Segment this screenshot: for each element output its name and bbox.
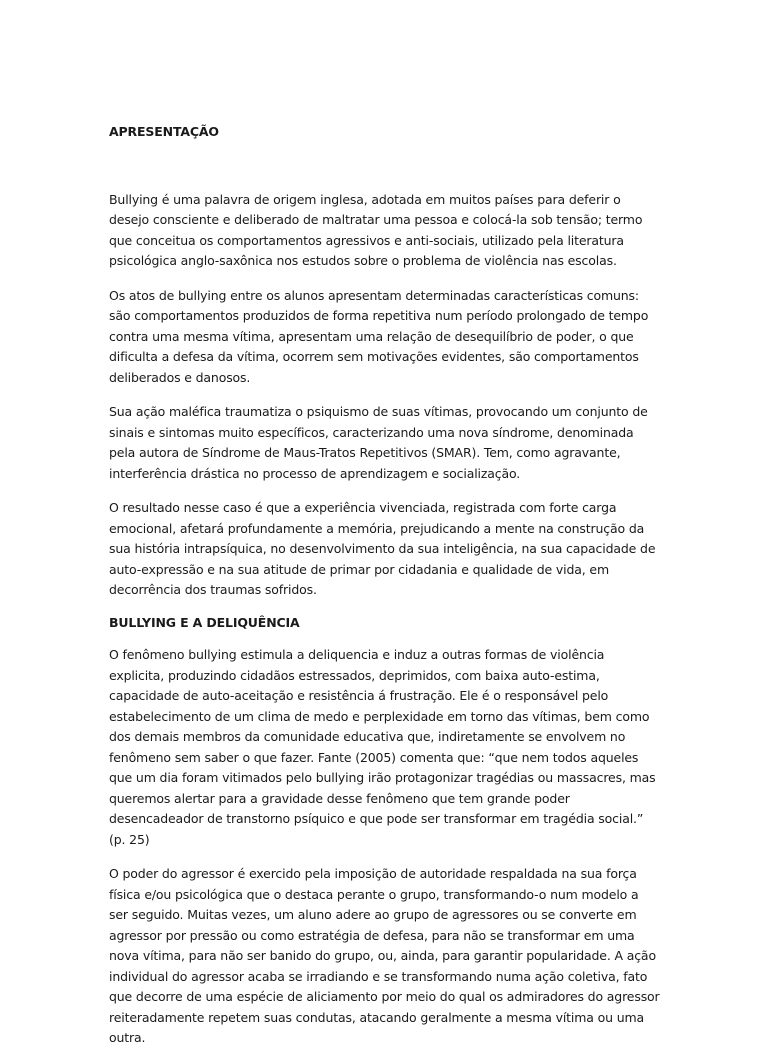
paragraph: O fenômeno bullying estimula a deliquencia e induz a outras formas de violência explicita, produzindo cidadãos estressados, deprimidos, com baixa auto-estima, capacidade de auto-aceitação e resistência á frustração. Ele é o responsável pelo estabelecimento de um clima de medo e perplexidade em torno das vítimas, bem como dos demais membros da comunidade educativa que, indiretamente se envolvem no fenômeno sem saber o que fazer. Fante (2005) comenta que: “que nem todos aqueles que um dia foram vitimados pelo bullying irão protagonizar tragédias ou massacres, mas queremos alertar para a gravidade desse fenômeno que tem grande poder desencadeador de transtorno psíquico e que pode ser transformar em tragédia social.” (p. 25) xyxy=(109,647,656,847)
paragraph: Sua ação maléfica traumatiza o psiquismo de suas vítimas, provocando um conjunto de sinais e sintomas muito específicos, caracterizando uma nova síndrome, denominada pela autora de Síndrome de Maus-Tratos Repetitivos (SMAR). Tem, como agravante, interferência drástica no processo de aprendizagem e socialização. xyxy=(109,404,648,481)
paragraph: Os atos de bullying entre os alunos apresentam determinadas características comuns: são comportamentos produzidos de forma repetitiva num período prolongado de tempo contra uma mesma vítima, apresentam uma relação de desequilíbrio de poder, o que dificulta a defesa da vítima, ocorrem sem motivações evidentes, são comportamentos deliberados e danosos. xyxy=(109,287,649,385)
section-heading-apresentacao: APRESENTAÇÃO xyxy=(109,124,219,139)
paragraph: O poder do agressor é exercido pela imposição de autoridade respaldada na sua força física e/ou psicológica que o destaca perante o grupo, transformando-o num modelo a ser seguido. Muitas vezes, um aluno adere ao grupo de agressores ou se converte em agressor por pressão ou como estratégia de defesa, para não se transformar em uma nova vítima, para não ser banido do grupo, ou, ainda, para garantir popularidade. A ação individual do agressor acaba se irradiando e se transformando numa ação coletiva, fato que decorre de uma espécie de aliciamento por meio do qual os admiradores do agressor reiteradamente repetem suas condutas, atacando geralmente a mesma vítima ou uma outra. xyxy=(109,866,660,1045)
paragraph: Bullying é uma palavra de origem inglesa, adotada em muitos países para deferir o desejo consciente e deliberado de maltratar uma pessoa e colocá-la sob tensão; termo que conceitua os comportamentos agressivos e anti-sociais, utilizado pela literatura psicológica anglo-saxônica nos estudos sobre o problema de violência nas escolas. xyxy=(109,191,643,268)
document-body xyxy=(109,122,661,1063)
paragraph: O resultado nesse caso é que a experiência vivenciada, registrada com forte carga emocional, afetará profundamente a memória, prejudicando a mente na construção da sua história intrapsíquica, no desenvolvimento da sua inteligência, na sua capacidade de auto-expressão e na sua atitude de primar por cidadania e qualidade de vida, em decorrência dos traumas sofridos. xyxy=(109,500,656,597)
section-heading-bullying-deliquencia: BULLYING E A DELIQUÊNCIA xyxy=(109,614,300,630)
